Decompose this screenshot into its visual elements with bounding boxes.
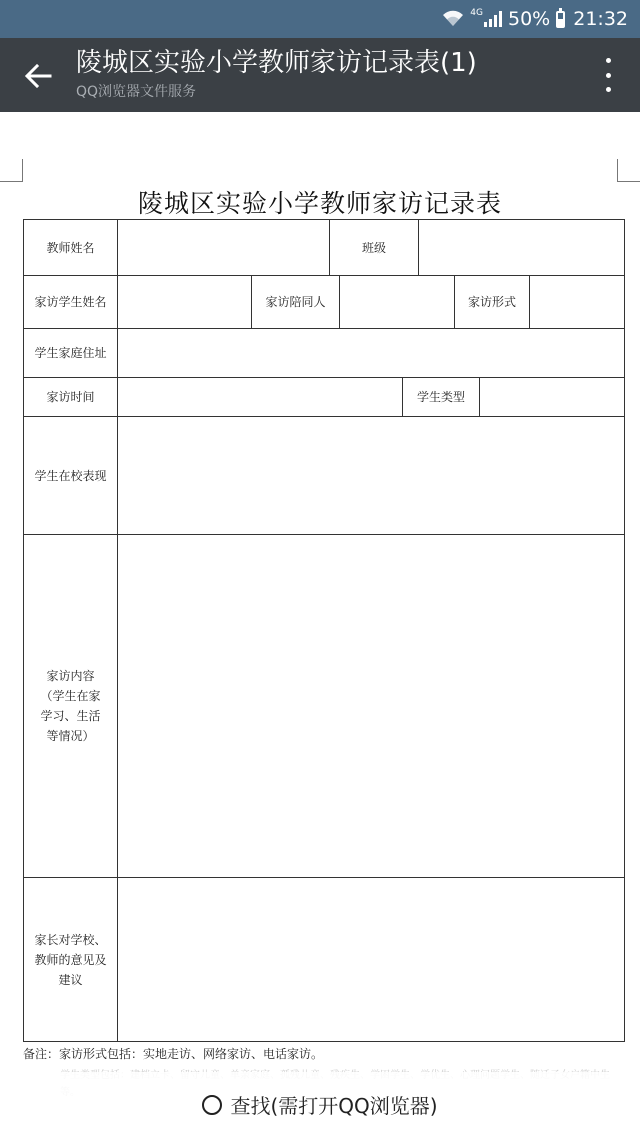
field-visit-form [530,276,624,328]
label-school-performance: 学生在校表现 [24,417,118,534]
form-row [23,878,625,1042]
find-bar[interactable] [0,1072,640,1137]
document-view[interactable] [0,112,640,1137]
label-teacher-name: 教师姓名 [24,220,118,275]
label-student-type: 学生类型 [403,378,480,416]
label-companion: 家访陪同人 [252,276,340,328]
field-school-performance [118,417,624,534]
network-type-label: 4G [470,8,483,18]
clock: 21:32 [573,8,628,30]
label-visit-content: 家访内容（学生在家学习、生活等情况） [24,535,118,877]
arrow-left-icon [24,64,52,88]
field-teacher-name [118,220,330,275]
wifi-icon [442,10,464,28]
label-visit-form: 家访形式 [455,276,530,328]
label-parent-suggestions: 家长对学校、教师的意见及建议 [24,878,118,1041]
page-title: 陵城区实验小学教师家访记录表(1) [76,48,477,78]
field-student-type [480,378,624,416]
form-row [23,378,625,417]
field-visit-time [118,378,403,416]
app-bar [0,38,640,112]
field-visit-content [118,535,624,877]
signal-icon [470,8,502,27]
page-subtitle: QQ浏览器文件服务 [76,84,197,100]
form-note: 备注：家访形式包括：实地走访、网络家访、电话家访。 [23,1047,324,1061]
page-corner-mark [0,159,23,182]
form-row [23,535,625,878]
back-button[interactable] [18,56,58,96]
field-parent-suggestions [118,878,624,1041]
form-row [23,329,625,378]
search-icon [202,1095,222,1115]
battery-percent: 50% [508,8,551,30]
label-visit-time: 家访时间 [24,378,118,416]
form-row [23,219,625,276]
visit-record-form [23,219,625,1042]
find-button-label: 查找(需打开QQ浏览器) [230,1094,438,1118]
page-corner-mark [617,159,640,182]
more-options-button[interactable] [602,58,614,92]
field-home-address [118,329,624,377]
field-class [419,220,624,275]
form-row [23,276,625,329]
field-companion [340,276,455,328]
document-title: 陵城区实验小学教师家访记录表 [137,189,502,218]
battery-icon [556,11,565,28]
label-class: 班级 [330,220,419,275]
more-vertical-icon [606,58,611,63]
label-student-name: 家访学生姓名 [24,276,118,328]
field-student-name [118,276,252,328]
status-bar [0,0,640,38]
form-row [23,417,625,535]
label-home-address: 学生家庭住址 [24,329,118,377]
